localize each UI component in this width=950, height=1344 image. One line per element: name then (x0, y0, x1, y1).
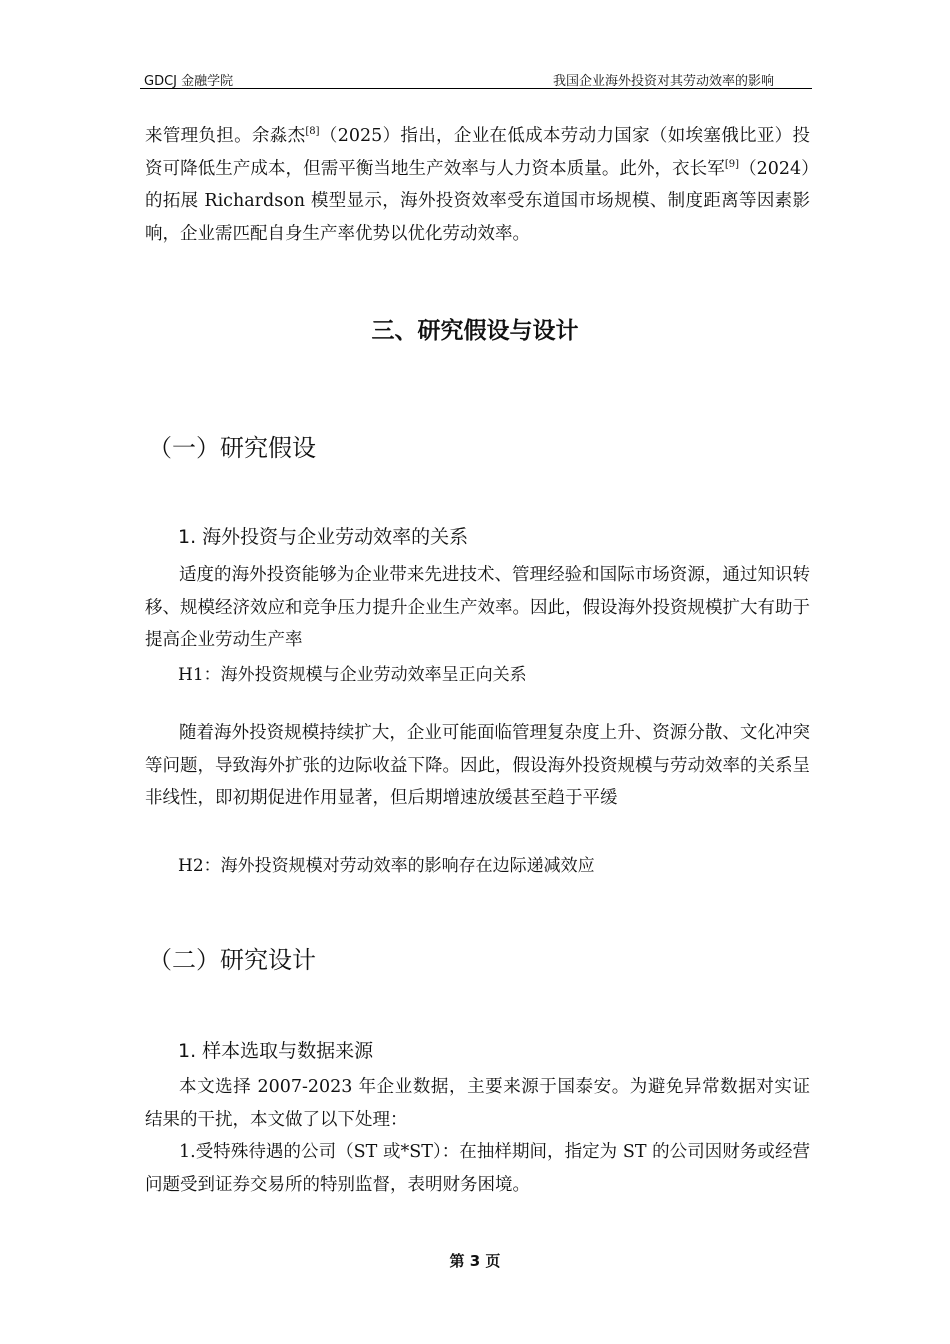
intro-text-b: （2025）指出，企业在低成本劳动力国家（如埃塞俄比亚）投资可降低生产成本，但需平衡当地生产效率与人力资本质量。此外，衣长军 (145, 126, 810, 179)
citation-8: [8] (305, 126, 320, 137)
intro-text-a: 来管理负担。余淼杰 (145, 126, 306, 146)
page-header (140, 68, 812, 89)
intro-paragraph (145, 120, 810, 250)
sample-paragraph: 本文选择 2007-2023 年企业数据，主要来源于国泰安。为避免异常数据对实证结果的干扰，本文做了以下处理： (145, 1077, 810, 1130)
page-number: 第 3 页 (449, 1252, 501, 1270)
header-right: 我国企业海外投资对其劳动效率的影响 (552, 74, 774, 89)
hypothesis-paragraph-2: 随着海外投资规模持续扩大，企业可能面临管理复杂度上升、资源分散、文化冲突等问题，导致海外扩张的边际收益下降。因此，假设海外投资规模与劳动效率的关系呈非线性，即初期促进作用显著，但后期增速放缓甚至趋于平缓 (145, 723, 810, 808)
sample-item-1: 1.受特殊待遇的公司（ST 或*ST）：在抽样期间，指定为 ST 的公司因财务或经营问题受到证券交易所的特别监督，表明财务困境。 (145, 1142, 810, 1195)
heading-research-design: （二）研究设计 (148, 946, 316, 974)
citation-9: [9] (724, 158, 739, 170)
hypothesis-h1: H1：海外投资规模与企业劳动效率呈正向关系 (178, 665, 527, 685)
heading-hypotheses: （一）研究假设 (148, 434, 316, 462)
hypothesis-paragraph-1: 适度的海外投资能够为企业带来先进技术、管理经验和国际市场资源，通过知识转移、规模经济效应和竞争压力提升企业生产效率。因此，假设海外投资规模扩大有助于提高企业劳动生产率 (145, 565, 810, 650)
header-left: GDCJ 金融学院 (144, 74, 234, 89)
section-title: 三、研究假设与设计 (371, 318, 579, 344)
intro-text-c: （2024）的拓展 Richardson 模型显示，海外投资效率受东道国市场规模、制度距离等因素影响，企业需匹配自身生产率优势以优化劳动效率。 (145, 158, 810, 244)
hypothesis-h2: H2：海外投资规模对劳动效率的影响存在边际递减效应 (178, 856, 595, 876)
heading-sample-selection: 1. 样本选取与数据来源 (178, 1040, 374, 1062)
heading-overseas-investment-relation: 1. 海外投资与企业劳动效率的关系 (178, 526, 469, 548)
